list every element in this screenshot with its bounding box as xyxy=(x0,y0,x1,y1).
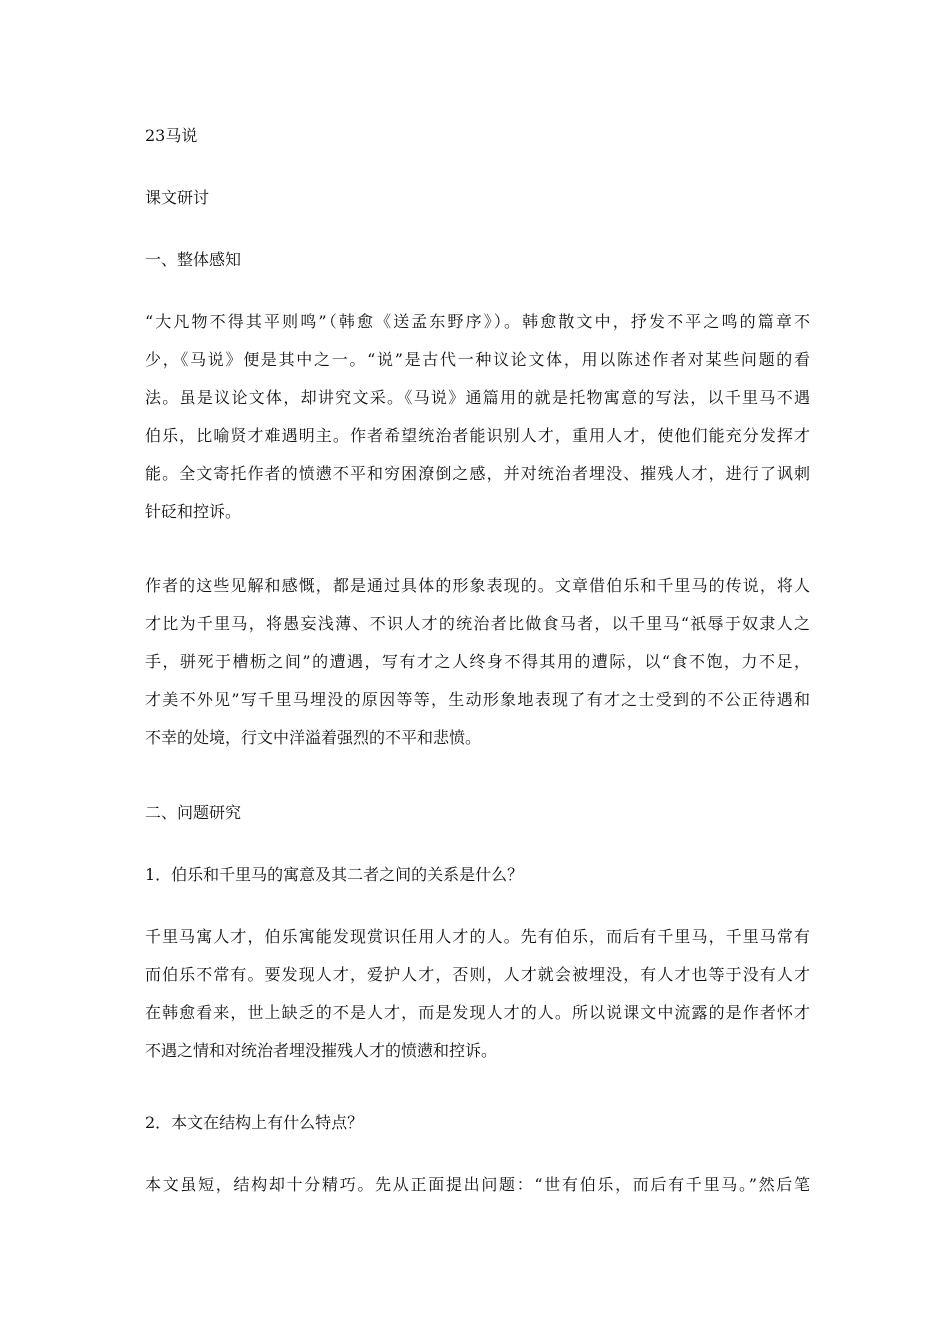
text-line: 不遇之情和对统治者埋没摧残人才的愤懑和控诉。 xyxy=(145,1041,498,1060)
text-line: 针砭和控诉。 xyxy=(145,502,242,521)
text-line: 少，《马说》便是其中之一。“说”是古代一种议论文体，用以陈述作者对某些问题的看 xyxy=(145,350,810,369)
text-line: 本文虽短，结构却十分精巧。先从正面提出问题：“世有伯乐，而后有千里马。”然后笔 xyxy=(145,1175,810,1194)
text-line: “大凡物不得其平则鸣”（韩愈《送孟东野序》）。韩愈散文中，抒发不平之鸣的篇章不 xyxy=(145,312,810,331)
part1-paragraph-2 xyxy=(145,567,810,757)
part1-heading: 一、整体感知 xyxy=(145,250,242,269)
text-line: 才美不外见”写千里马埋没的原因等等，生动形象地表现了有才之士受到的不公正待遇和 xyxy=(145,690,810,709)
section-heading: 课文研讨 xyxy=(145,188,210,207)
text-line: 作者的这些见解和感慨，都是通过具体的形象表现的。文章借伯乐和千里马的传说，将人 xyxy=(145,576,810,595)
text-line: 法。虽是议论文体，却讲究文采。《马说》通篇用的就是托物寓意的写法，以千里马不遇 xyxy=(145,388,810,407)
text-line: 手，骈死于槽枥之间”的遭遇，写有才之人终身不得其用的遭际，以“食不饱，力不足， xyxy=(145,652,810,671)
question-1: 1．伯乐和千里马的寓意及其二者之间的关系是什么？ xyxy=(145,865,524,884)
text-line: 伯乐，比喻贤才难遇明主。作者希望统治者能识别人才，重用人才，使他们能充分发挥才 xyxy=(145,426,810,445)
answer-2 xyxy=(145,1166,810,1204)
part2-heading: 二、问题研究 xyxy=(145,803,242,822)
text-line: 千里马寓人才，伯乐寓能发现赏识任用人才的人。先有伯乐，而后有千里马，千里马常有 xyxy=(145,927,810,946)
answer-1 xyxy=(145,918,810,1070)
part1-paragraph-1 xyxy=(145,303,810,531)
text-line: 在韩愈看来，世上缺乏的不是人才，而是发现人才的人。所以说课文中流露的是作者怀才 xyxy=(145,1003,810,1022)
document-title: 23马说 xyxy=(145,126,198,145)
text-line: 不幸的处境，行文中洋溢着强烈的不平和悲愤。 xyxy=(145,728,482,747)
text-line: 能。全文寄托作者的愤懑不平和穷困潦倒之感，并对统治者埋没、摧残人才，进行了讽刺 xyxy=(145,464,810,483)
text-line: 而伯乐不常有。要发现人才，爱护人才，否则，人才就会被埋没，有人才也等于没有人才 xyxy=(145,965,810,984)
text-line: 才比为千里马，将愚妄浅薄、不识人才的统治者比做食马者，以千里马“祇辱于奴隶人之 xyxy=(145,614,810,633)
question-2: 2．本文在结构上有什么特点？ xyxy=(145,1113,364,1132)
